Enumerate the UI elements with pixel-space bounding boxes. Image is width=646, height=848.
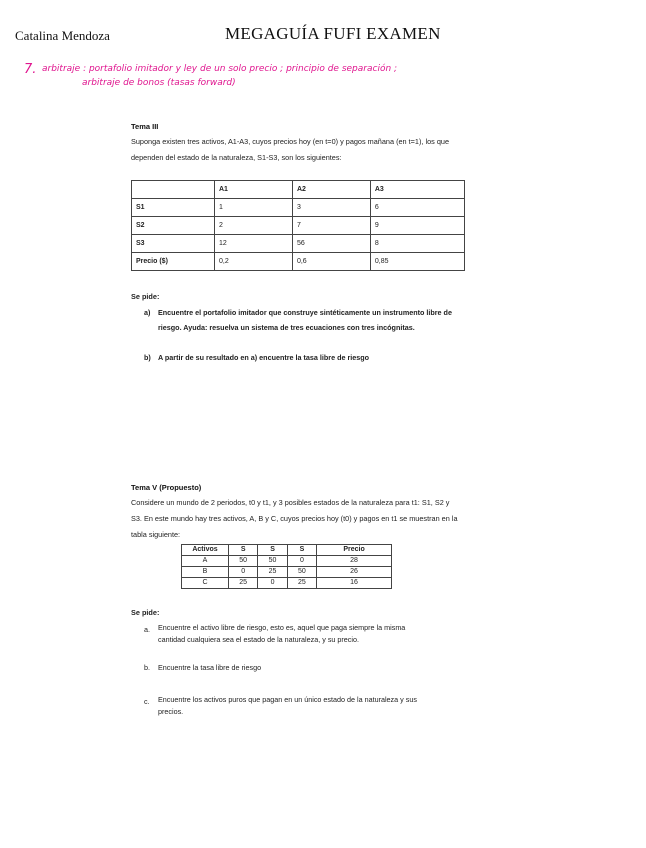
tema3-intro: [131, 134, 476, 166]
table-cell: 2: [215, 217, 293, 235]
table-cell: 25: [229, 578, 258, 589]
tema5-a-line1: Encuentre el activo libre de riesgo, esto es, aquel que paga siempre la misma: [158, 623, 406, 632]
tema5-item-c: [144, 694, 474, 726]
table-cell: 1: [215, 199, 293, 217]
table-cell: 0: [229, 567, 258, 578]
tema5-intro-line2: S3. En este mundo hay tres activos, A, B y C, cuyos precios hoy (t0) y pagos en t1 se muestran en la: [131, 514, 458, 523]
tema5-item-b: [144, 660, 474, 676]
table-cell: 26: [317, 567, 392, 578]
table-cell: 0,2: [215, 253, 293, 271]
handwritten-note-line1: arbitraje : portafolio imitador y ley de un solo precio ; principio de separación ;: [42, 64, 398, 74]
table-cell: S3: [132, 235, 215, 253]
author-name: Catalina Mendoza: [15, 28, 110, 43]
table-header-cell: A3: [370, 181, 464, 199]
table-cell: A: [182, 556, 229, 567]
table-cell: B: [182, 567, 229, 578]
table-cell: 50: [258, 556, 287, 567]
table-header-cell: A1: [215, 181, 293, 199]
document-title: MEGAGUÍA FUFI EXAMEN: [225, 24, 441, 43]
table-row: [132, 253, 465, 271]
table-cell: Precio ($): [132, 253, 215, 271]
table-cell: 12: [215, 235, 293, 253]
table-row: [182, 578, 392, 589]
table-header-cell: [132, 181, 215, 199]
table-header-cell: Precio: [317, 545, 392, 556]
table-cell: 56: [292, 235, 370, 253]
item-label: b.: [144, 663, 150, 672]
table-header-cell: Activos: [182, 545, 229, 556]
table-cell: 6: [370, 199, 464, 217]
table-header-cell: S: [229, 545, 258, 556]
table-header-cell: S: [258, 545, 287, 556]
table-row: [132, 199, 465, 217]
table-cell: 8: [370, 235, 464, 253]
table-row: [132, 235, 465, 253]
tema3-table: [131, 180, 465, 271]
table-cell: S1: [132, 199, 215, 217]
tema5-item-a: [144, 622, 474, 654]
tema5-intro-line3: tabla siguiente:: [131, 530, 181, 539]
table-cell: 25: [258, 567, 287, 578]
tema5-a-line2: cantidad cualquiera sea el estado de la naturaleza, y su precio.: [158, 635, 359, 644]
table-header-row: [182, 545, 392, 556]
table-row: [182, 556, 392, 567]
item-label: a): [144, 308, 151, 317]
tema3-intro-line2: dependen del estado de la naturaleza, S1-S3, son los siguientes:: [131, 153, 342, 162]
tema5-c-line2: precios.: [158, 707, 184, 716]
item-label: a.: [144, 625, 150, 634]
table-cell: 7: [292, 217, 370, 235]
item-label: b): [144, 353, 151, 362]
table-cell: 28: [317, 556, 392, 567]
table-cell: 16: [317, 578, 392, 589]
tema5-intro-line1: Considere un mundo de 2 periodos, t0 y t1, y 3 posibles estados de la naturaleza para t1: S1, S2 y: [131, 498, 450, 507]
tema5-c-line1: Encuentre los activos puros que pagan en un único estado de la naturaleza y sus: [158, 695, 417, 704]
tema3-b-text: A partir de su resultado en a) encuentre la tasa libre de riesgo: [158, 353, 370, 362]
tema3-intro-line1: Suponga existen tres activos, A1-A3, cuyos precios hoy (en t=0) y pagos mañana (en t=1), los que: [131, 137, 450, 146]
tema3-item-a: [144, 305, 484, 337]
tema5-table: [181, 544, 392, 589]
table-header-cell: S: [287, 545, 316, 556]
item-label: c.: [144, 697, 150, 706]
table-cell: S2: [132, 217, 215, 235]
table-cell: 3: [292, 199, 370, 217]
table-cell: 50: [287, 567, 316, 578]
tema5-b-text: Encuentre la tasa libre de riesgo: [158, 663, 262, 672]
tema5-intro: [131, 495, 476, 543]
table-cell: 0: [287, 556, 316, 567]
tema3-se-pide: Se pide:: [131, 292, 160, 301]
tema5-se-pide: Se pide:: [131, 608, 160, 617]
table-row: [182, 567, 392, 578]
table-cell: 0: [258, 578, 287, 589]
table-cell: 50: [229, 556, 258, 567]
tema3-item-b: [144, 350, 484, 366]
tema5-title: Tema V (Propuesto): [131, 483, 202, 492]
handwritten-note-line2: arbitraje de bonos (tasas forward): [82, 78, 236, 88]
table-cell: C: [182, 578, 229, 589]
tema3-a-line1: Encuentre el portafolio imitador que construye sintéticamente un instrumento libre de: [158, 308, 452, 317]
table-header-cell: A2: [292, 181, 370, 199]
table-row: [132, 217, 465, 235]
table-header-row: [132, 181, 465, 199]
table-cell: 25: [287, 578, 316, 589]
handwritten-number: 7.: [24, 62, 37, 77]
tema3-a-line2: riesgo. Ayuda: resuelva un sistema de tres ecuaciones con tres incógnitas.: [158, 323, 415, 332]
table-cell: 0,85: [370, 253, 464, 271]
tema3-title: Tema III: [131, 122, 159, 131]
table-cell: 0,6: [292, 253, 370, 271]
table-cell: 9: [370, 217, 464, 235]
